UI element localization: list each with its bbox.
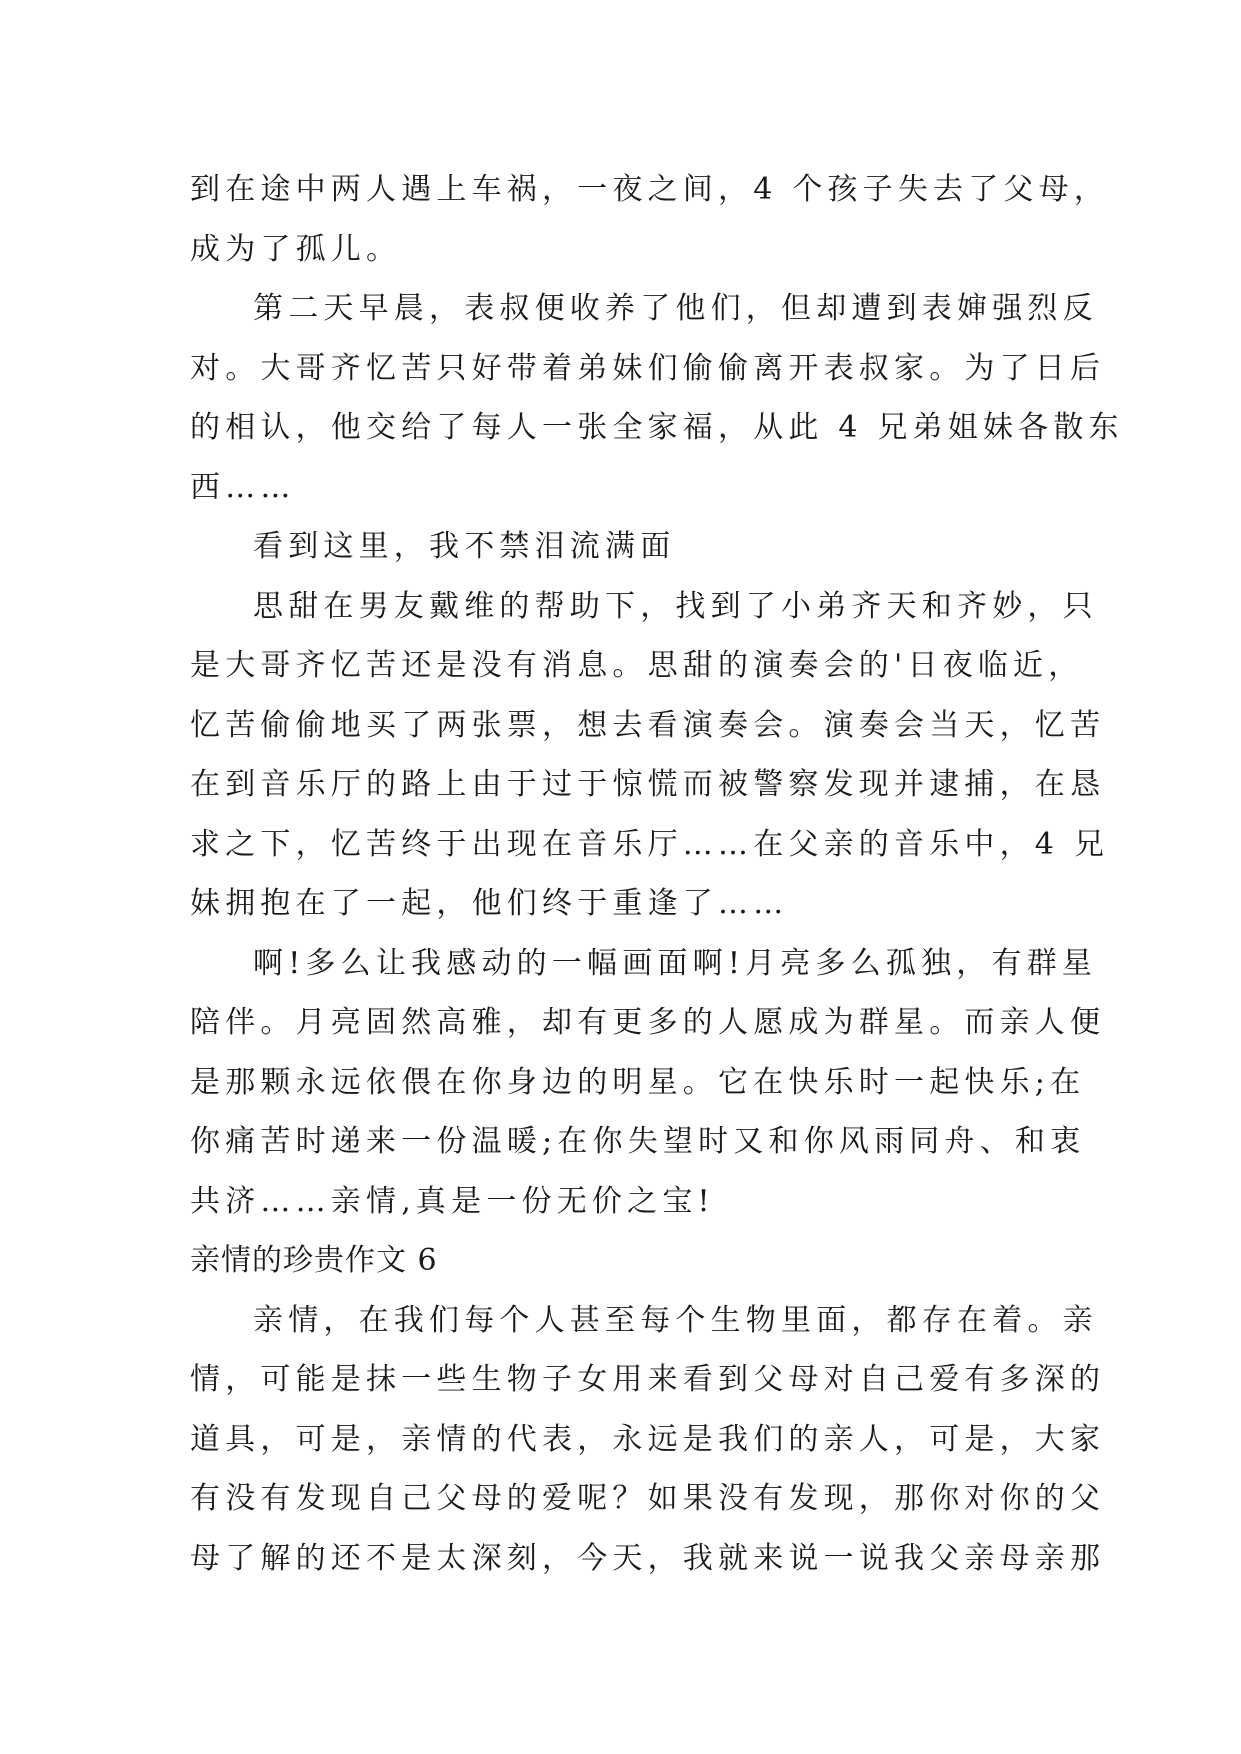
document-body xyxy=(190,160,1124,1588)
text-line: 母了解的还不是太深刻，今天，我就来说一说我父亲母亲那 xyxy=(190,1540,1106,1576)
text-line: 在到音乐厅的路上由于过于惊慌而被警察发现并逮捕，在恳 xyxy=(190,767,1106,802)
text-line: 到在途中两人遇上车祸，一夜之间，4 个孩子失去了父母， xyxy=(190,172,1110,207)
text-line: 陪伴。月亮固然高雅，却有更多的人愿成为群星。而亲人便 xyxy=(190,1005,1106,1040)
text-line: 情，可能是抹一些生物子女用来看到父母对自己爱有多深的 xyxy=(190,1362,1106,1397)
text-line: 西…… xyxy=(190,469,296,505)
paragraph-start-line: 第二天早晨，表叔便收养了他们，但却遭到表婶强烈反 xyxy=(253,291,1098,326)
section-heading: 亲情的珍贵作文 6 xyxy=(190,1243,438,1278)
text-line: 对。大哥齐忆苦只好带着弟妹们偷偷离开表叔家。为了日后 xyxy=(190,350,1106,386)
paragraph-start-line: 看到这里，我不禁泪流满面 xyxy=(253,529,676,564)
text-line: 共济……亲情,真是一份无价之宝! xyxy=(190,1183,715,1219)
paragraph-start-line: 啊!多么让我感动的一幅画面啊!月亮多么孤独，有群星 xyxy=(253,945,1098,981)
text-line: 是那颗永远依偎在你身边的明星。它在快乐时一起快乐;在 xyxy=(190,1064,1086,1100)
text-line: 成为了孤儿。 xyxy=(190,231,402,267)
text-line: 是大哥齐忆苦还是没有消息。思甜的演奏会的'日夜临近， xyxy=(190,648,1084,683)
text-line: 的相认，他交给了每人一张全家福，从此 4 兄弟姐妹各散东 xyxy=(190,410,1124,445)
text-line: 你痛苦时递来一份温暖;在你失望时又和你风雨同舟、和衷 xyxy=(190,1124,1086,1159)
paragraph-start-line: 亲情，在我们每个人甚至每个生物里面，都存在着。亲 xyxy=(253,1302,1098,1338)
text-line: 有没有发现自己父母的爱呢？如果没有发现，那你对你的父 xyxy=(190,1481,1106,1516)
text-line: 道具，可是，亲情的代表，永远是我们的亲人，可是，大家 xyxy=(190,1421,1106,1457)
text-line: 忆苦偷偷地买了两张票，想去看演奏会。演奏会当天，忆苦 xyxy=(190,707,1106,743)
text-line: 求之下，忆苦终于出现在音乐厅……在父亲的音乐中，4 兄 xyxy=(190,826,1110,862)
text-line: 妹拥抱在了一起，他们终于重逢了…… xyxy=(190,886,789,921)
paragraph-start-line: 思甜在男友戴维的帮助下，找到了小弟齐天和齐妙，只 xyxy=(253,588,1098,624)
